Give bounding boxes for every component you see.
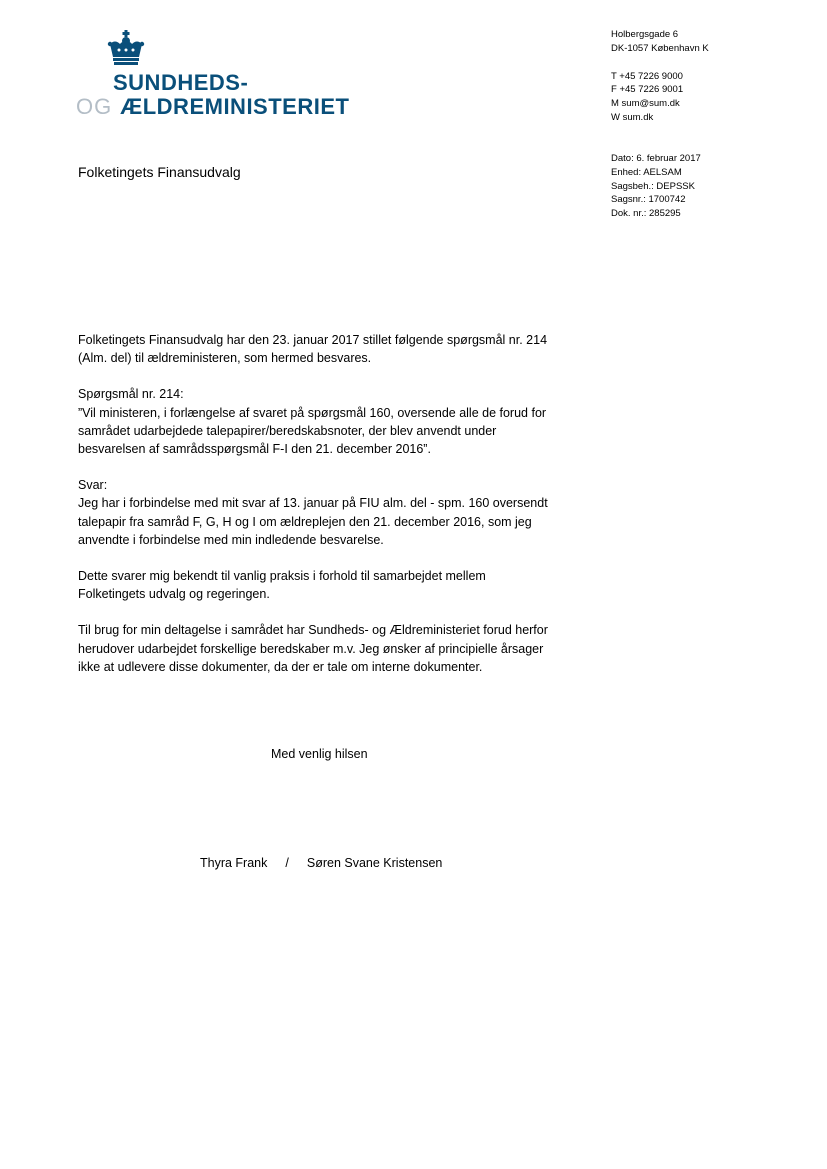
crown-icon (107, 30, 145, 71)
signature-separator: / (285, 856, 289, 870)
text-line: Folketingets Finansudvalg har den 23. januar 2017 stillet følgende spørgsmål nr. 214 (78, 333, 548, 347)
website: W sum.dk (611, 111, 654, 123)
phone: T +45 7226 9000 (611, 70, 683, 82)
answer-paragraph (78, 476, 578, 549)
text-line: herudover udarbejdet forskellige beredskaber m.v. Jeg ønsker af principielle årsager (78, 641, 544, 656)
text-line: Dette svarer mig bekendt til vanlig praksis i forhold til samarbejdet mellem (78, 569, 486, 584)
text-line: besvarelsen af samrådsspørgsmål F-I den 21. december 2016”. (78, 442, 431, 457)
closing-greeting: Med venlig hilsen (271, 747, 368, 761)
practice-paragraph (78, 567, 578, 603)
signatory-2: Søren Svane Kristensen (306, 856, 443, 870)
text-line: anvendte i forbindelse med min indledende besvarelse. (78, 532, 384, 547)
recipient: Folketingets Finansudvalg (78, 164, 241, 180)
meta-handler: Sagsbeh.: DEPSSK (611, 180, 695, 192)
signatory-1: Thyra Frank (200, 856, 268, 870)
document-meta (611, 152, 701, 221)
meta-unit: Enhed: AELSAM (611, 166, 682, 178)
logo-line2 (76, 94, 349, 120)
signatures (200, 856, 442, 870)
text-line: ”Vil ministeren, i forlængelse af svaret på spørgsmål 160, oversende alle de forud for (78, 405, 547, 420)
meta-case-no: Sagsnr.: 1700742 (611, 194, 686, 206)
ministry-logo (76, 30, 356, 125)
question-heading: Spørgsmål nr. 214: (78, 387, 184, 402)
text-line: samrådet udarbejdede talepapirer/beredskabsnoter, der blev anvendt under (78, 423, 497, 438)
text-line: talepapir fra samråd F, G, H og I om ældreplejen den 21. december 2016, som jeg (78, 514, 532, 529)
logo-line1: SUNDHEDS- (113, 70, 249, 95)
text-line: Folketingets udvalg og regeringen. (78, 587, 270, 602)
meta-date: Dato: 6. februar 2017 (611, 153, 701, 164)
answer-heading: Svar: (78, 478, 108, 493)
logo-main: ÆLDREMINISTERIET (120, 94, 350, 119)
fax: F +45 7226 9001 (611, 84, 684, 96)
meta-doc-no: Dok. nr.: 285295 (611, 208, 681, 220)
text-line: (Alm. del) til ældreministeren, som hermed besvares. (78, 351, 372, 366)
logo-prefix: OG (76, 94, 113, 119)
question-paragraph (78, 385, 578, 458)
letter-body (78, 331, 578, 694)
address-line1: Holbergsgade 6 (611, 29, 679, 40)
contact-block (611, 28, 709, 125)
intro-paragraph (78, 331, 578, 367)
text-line: Jeg har i forbindelse med mit svar af 13. januar på FIU alm. del - spm. 160 oversendt (78, 496, 548, 511)
documents-paragraph (78, 621, 578, 676)
email: M sum@sum.dk (611, 98, 680, 110)
text-line: Til brug for min deltagelse i samrådet har Sundheds- og Ældreministeriet forud herfor (78, 623, 548, 638)
text-line: ikke at udlevere disse dokumenter, da der er tale om interne dokumenter. (78, 659, 483, 674)
address-line2: DK-1057 København K (611, 42, 709, 54)
